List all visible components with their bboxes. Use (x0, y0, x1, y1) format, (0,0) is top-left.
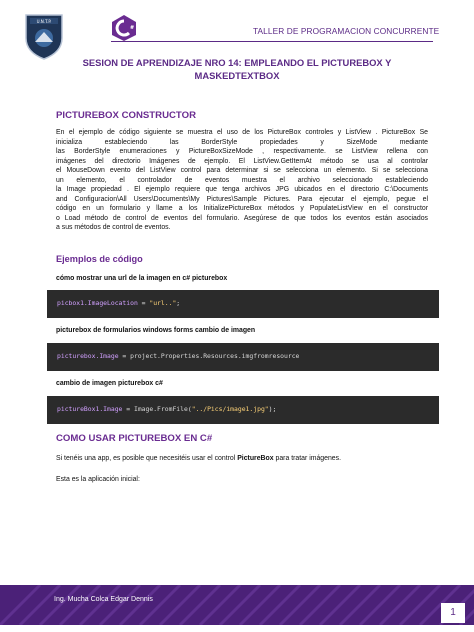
session-title-line2: MASKEDTEXTBOX (194, 70, 280, 81)
session-title-line1: SESION DE APRENDIZAJE NRO 14: EMPLEANDO EL PICTUREBOX Y (82, 57, 392, 68)
code-examples-heading: Ejemplos de código (56, 254, 143, 264)
code-block-1[interactable] (47, 290, 439, 318)
university-shield-logo (22, 12, 66, 60)
initial-app-text: Esta es la aplicación inicial: (56, 476, 140, 483)
paragraph-line: el MouseDown evento del ListView control para determinar si se selecciona un elemento. Si se selecciona (56, 167, 428, 175)
paragraph-line: En el ejemplo de código siguiente se muestra el uso de los PictureBox controles y ListView . PictureBox Se (56, 129, 428, 136)
code-block-2[interactable] (47, 343, 439, 371)
page-number: 1 (441, 603, 465, 623)
code-line: pictureBox1.Image = Image.FromFile("../Pics/image1.jpg"); (57, 405, 277, 413)
paragraph-line: las BorderStyle enumeraciones y PictureBoxSizeMode , respectivamente. se ListView rellena con (56, 148, 428, 156)
header-course-title: TALLER DE PROGRAMACION CONCURRENTE (253, 26, 440, 36)
paragraph-line: and Configuracion\All Users\Documents\My Pictures\Sample Pictures. Para ejecutar el ejemplo, pegue el (56, 195, 428, 203)
header-divider (111, 41, 433, 42)
paragraph-line: imágenes del directorio Imágenes de ejemplo. El ListView.GetItemAt método se usa al controlar (56, 157, 428, 165)
how-to-use-heading: COMO USAR PICTUREBOX EN C# (56, 433, 213, 444)
csharp-logo-icon (111, 14, 137, 42)
session-title (70, 56, 404, 82)
paragraph-line: o Load método de control de eventos del formulario. Asegúrese de que todos los eventos están asociados (56, 214, 428, 222)
how-to-use-paragraph: Si tenéis una app, es posible que necesitéis usar el control PictureBox para tratar imágenes. (56, 455, 341, 462)
code-line: picbox1.ImageLocation = "url.."; (57, 299, 181, 307)
paragraph-line: la Image propiedad . El ejemplo requiere que tenga archivos JPG ubicados en el directorio C:\Documents (56, 186, 428, 194)
example3-caption: cambio de imagen picturebox c# (56, 380, 163, 387)
bottom-margin (0, 625, 474, 632)
code-line: picturebox.Image = project.Properties.Resources.imgfromresource (57, 352, 300, 360)
footer-author: Ing. Mucha Colca Edgar Dennis (54, 596, 153, 603)
paragraph-line: inicializa estableciendo las BorderStyle propiedades y SizeMode mediante (56, 138, 428, 146)
code-block-3[interactable] (47, 396, 439, 424)
constructor-paragraph (56, 128, 428, 233)
svg-text:#: # (130, 25, 135, 31)
paragraph-line: a sus métodos de control de eventos. (56, 224, 171, 232)
example2-caption: picturebox de formularios windows forms cambio de imagen (56, 327, 256, 334)
footer-band (0, 585, 474, 625)
picturebox-constructor-heading: PICTUREBOX CONSTRUCTOR (56, 110, 197, 121)
footer-stripe-pattern (0, 585, 474, 625)
example1-caption: cómo mostrar una url de la imagen en c# picturebox (56, 275, 228, 282)
paragraph-line: un elemento, el controlador de eventos muestra el archivo seleccionado estableciendo (56, 176, 428, 184)
svg-text:U.N.T.P.: U.N.T.P. (36, 19, 52, 24)
paragraph-line: código en un formulario y llame a los InitializePictureBox métodos y PopulateListView en el constructor (56, 205, 428, 213)
